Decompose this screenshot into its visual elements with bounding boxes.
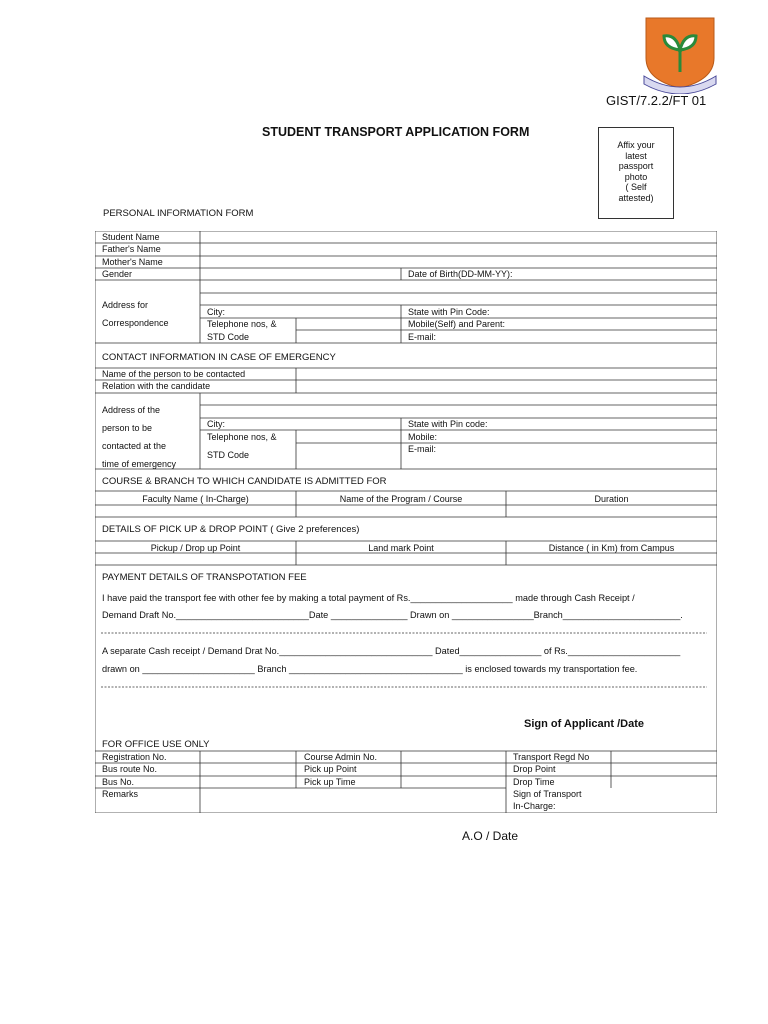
bus-no-label: Bus No. bbox=[102, 777, 135, 787]
photo-instruction-line: passport bbox=[618, 161, 654, 171]
emergency-mobile-label: Mobile: bbox=[408, 432, 438, 442]
telephone-label: Telephone nos, & bbox=[207, 319, 277, 329]
bus-route-no-label: Bus route No. bbox=[102, 764, 158, 774]
dob-label: Date of Birth(DD-MM-YY): bbox=[408, 269, 513, 279]
photo-instruction-line: ( Self bbox=[625, 182, 647, 192]
payment-line-2: Demand Draft No.__________________________Date _______________ Drawn on ________________Branch_______________________. bbox=[102, 610, 683, 620]
form-code: GIST/7.2.2/FT 01 bbox=[606, 93, 707, 108]
photo-box[interactable] bbox=[598, 127, 674, 219]
email-label: E-mail: bbox=[408, 332, 437, 342]
gender-label: Gender bbox=[102, 269, 133, 279]
emergency-section-title: CONTACT INFORMATION IN CASE OF EMERGENCY bbox=[102, 352, 336, 363]
personal-section-title: PERSONAL INFORMATION FORM bbox=[103, 208, 254, 219]
course-section-title: COURSE & BRANCH TO WHICH CANDIDATE IS ADMITTED FOR bbox=[102, 476, 387, 487]
course-header-duration: Duration bbox=[594, 494, 629, 504]
emergency-telephone-label: Telephone nos, & bbox=[207, 432, 277, 442]
transport-sign-label: Sign of Transport bbox=[513, 789, 582, 799]
transport-sign-label-2: In-Charge: bbox=[513, 801, 556, 811]
payment-line-4: drawn on ______________________ Branch __________________________________ is enclosed towards my transportation fee. bbox=[102, 664, 638, 674]
registration-no-label: Registration No. bbox=[102, 752, 167, 762]
form-title: STUDENT TRANSPORT APPLICATION FORM bbox=[262, 125, 530, 139]
course-admin-no-label: Course Admin No. bbox=[304, 752, 378, 762]
emergency-address-label: Address of the bbox=[102, 405, 161, 415]
pickup-header-point: Pickup / Drop up Point bbox=[150, 543, 241, 553]
relation-label: Relation with the candidate bbox=[102, 381, 211, 391]
photo-instruction-line: attested) bbox=[618, 192, 654, 203]
city-label: City: bbox=[207, 307, 225, 317]
mothers-name-label: Mother's Name bbox=[102, 257, 163, 267]
payment-section-title: PAYMENT DETAILS OF TRANSPOTATION FEE bbox=[102, 572, 307, 583]
institution-logo bbox=[642, 14, 718, 94]
photo-instruction-line: photo bbox=[624, 171, 648, 182]
course-header-faculty: Faculty Name ( In-Charge) bbox=[142, 494, 249, 504]
payment-line-3: A separate Cash receipt / Demand Drat No.______________________________ Dated________________ of Rs.______________________ bbox=[102, 646, 681, 656]
ao-date-label: A.O / Date bbox=[462, 829, 519, 843]
address-label: Address for bbox=[102, 300, 149, 310]
office-section-title: FOR OFFICE USE ONLY bbox=[102, 739, 210, 750]
emergency-std-code-label: STD Code bbox=[207, 450, 250, 460]
payment-line-1: I have paid the transport fee with other fee by making a total payment of Rs.____________________ made through Cash Receipt / bbox=[102, 593, 635, 603]
emergency-email-label: E-mail: bbox=[408, 444, 437, 454]
drop-point-label: Drop Point bbox=[513, 764, 556, 774]
emergency-city-label: City: bbox=[207, 419, 225, 429]
std-code-label: STD Code bbox=[207, 332, 250, 342]
pickup-header-landmark: Land mark Point bbox=[368, 543, 434, 553]
contact-person-label: Name of the person to be contacted bbox=[102, 369, 246, 379]
course-header-program: Name of the Program / Course bbox=[339, 494, 463, 504]
photo-instruction-line: Affix your bbox=[617, 140, 655, 150]
emergency-address-label-4: time of emergency bbox=[102, 459, 177, 469]
photo-instruction-line: latest bbox=[625, 150, 647, 161]
address-label-2: Correspondence bbox=[102, 318, 169, 328]
remarks-label: Remarks bbox=[102, 789, 139, 799]
fathers-name-label: Father's Name bbox=[102, 244, 161, 254]
pick-up-time-label: Pick up Time bbox=[304, 777, 356, 787]
pickup-section-title: DETAILS OF PICK UP & DROP POINT ( Give 2 preferences) bbox=[102, 524, 360, 535]
drop-time-label: Drop Time bbox=[513, 777, 555, 787]
mobile-label: Mobile(Self) and Parent: bbox=[408, 319, 506, 329]
state-pin-label: State with Pin Code: bbox=[408, 307, 490, 317]
emergency-address-label-2: person to be bbox=[102, 423, 153, 433]
student-name-label: Student Name bbox=[102, 232, 160, 242]
applicant-sign-label: Sign of Applicant /Date bbox=[524, 718, 644, 730]
pickup-header-distance: Distance ( in Km) from Campus bbox=[548, 543, 675, 553]
transport-regd-no-label: Transport Regd No bbox=[513, 752, 590, 762]
emergency-state-pin-label: State with Pin code: bbox=[408, 419, 488, 429]
emergency-address-label-3: contacted at the bbox=[102, 441, 167, 451]
pick-up-point-label: Pick up Point bbox=[304, 764, 357, 774]
